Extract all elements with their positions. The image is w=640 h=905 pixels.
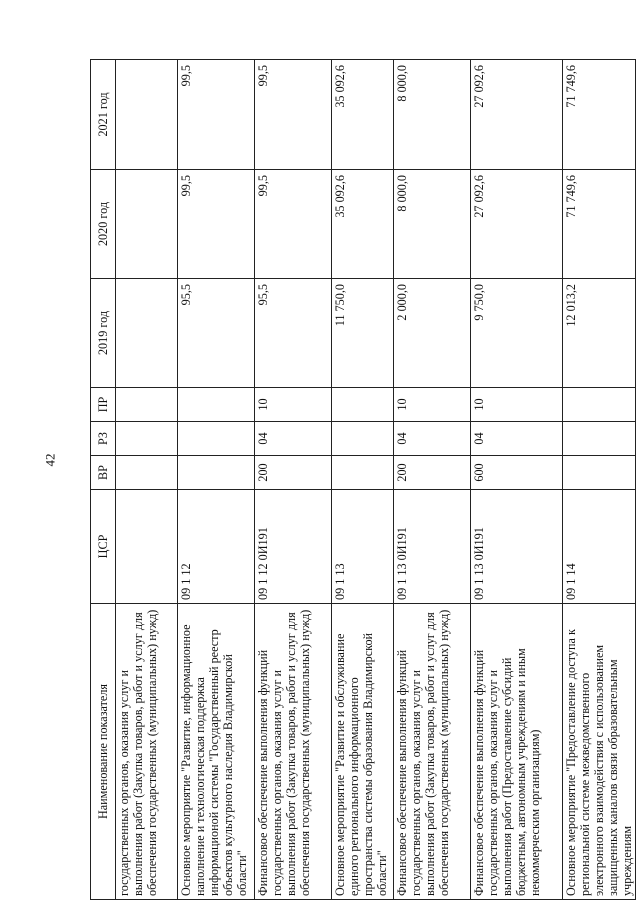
cell-2021: 99,5 bbox=[255, 60, 332, 170]
cell-name: Финансовое обеспечение выполнения функций государственных органов, оказания услуг и выполнения работ (Предоставление субсидий бюджетным, автономным учреждениям и иным некоммерческим организациям) bbox=[471, 604, 563, 900]
cell-2019: 9 750,0 bbox=[471, 279, 563, 388]
header-2021: 2021 год bbox=[91, 60, 116, 170]
table-row bbox=[255, 60, 332, 900]
cell-2019 bbox=[116, 279, 178, 388]
cell-2021 bbox=[116, 60, 178, 170]
cell-vr: 200 bbox=[394, 456, 471, 490]
cell-2020: 99,5 bbox=[178, 170, 255, 279]
page-number: 42 bbox=[42, 453, 58, 467]
table-row bbox=[332, 60, 394, 900]
cell-2019: 2 000,0 bbox=[394, 279, 471, 388]
cell-2021: 8 000,0 bbox=[394, 60, 471, 170]
cell-csr: 09 1 12 bbox=[178, 490, 255, 604]
rotated-table-container bbox=[90, 60, 634, 900]
cell-rz bbox=[178, 422, 255, 456]
cell-vr: 600 bbox=[471, 456, 563, 490]
cell-csr: 09 1 13 bbox=[332, 490, 394, 604]
cell-2020: 35 092,6 bbox=[332, 170, 394, 279]
table-row bbox=[471, 60, 563, 900]
cell-pr bbox=[116, 388, 178, 422]
table-row bbox=[178, 60, 255, 900]
cell-2021: 35 092,6 bbox=[332, 60, 394, 170]
cell-pr: 10 bbox=[255, 388, 332, 422]
cell-pr bbox=[563, 388, 636, 422]
cell-rz: 04 bbox=[255, 422, 332, 456]
cell-pr: 10 bbox=[471, 388, 563, 422]
cell-name: Финансовое обеспечение выполнения функций государственных органов, оказания услуг и выполнения работ (Закупка товаров, работ и услуг для обеспечения государственных (муниципальных) нужд) bbox=[255, 604, 332, 900]
cell-vr: 200 bbox=[255, 456, 332, 490]
table-row bbox=[563, 60, 636, 900]
header-csr: ЦСР bbox=[91, 490, 116, 604]
cell-name: государственных органов, оказания услуг и выполнения работ (Закупка товаров, работ и услуг для обеспечения государственных (муниципальных) нужд) bbox=[116, 604, 178, 900]
cell-2019: 95,5 bbox=[178, 279, 255, 388]
cell-2020: 27 092,6 bbox=[471, 170, 563, 279]
cell-2019: 95,5 bbox=[255, 279, 332, 388]
header-name: Наименование показателя bbox=[91, 604, 116, 900]
cell-2020: 71 749,6 bbox=[563, 170, 636, 279]
header-2019: 2019 год bbox=[91, 279, 116, 388]
cell-csr: 09 1 13 0И191 bbox=[394, 490, 471, 604]
cell-vr bbox=[332, 456, 394, 490]
cell-rz bbox=[116, 422, 178, 456]
cell-2020: 8 000,0 bbox=[394, 170, 471, 279]
budget-table bbox=[90, 59, 636, 900]
cell-name: Основное мероприятие "Предоставление доступа к региональной системе межведомственного электронного взаимодействия с использованием защищенных каналов связи образовательным учреждениям bbox=[563, 604, 636, 900]
cell-name: Основное мероприятие "Развитие и обслуживание единого регионального информационного пространства системы образования Владимирской области" bbox=[332, 604, 394, 900]
cell-pr: 10 bbox=[394, 388, 471, 422]
cell-csr bbox=[116, 490, 178, 604]
cell-rz bbox=[332, 422, 394, 456]
header-vr: ВР bbox=[91, 456, 116, 490]
header-row bbox=[91, 60, 116, 900]
cell-csr: 09 1 13 0И191 bbox=[471, 490, 563, 604]
cell-rz bbox=[563, 422, 636, 456]
table-row bbox=[394, 60, 471, 900]
header-rz: РЗ bbox=[91, 422, 116, 456]
cell-2019: 12 013,2 bbox=[563, 279, 636, 388]
cell-pr bbox=[178, 388, 255, 422]
cell-vr bbox=[178, 456, 255, 490]
cell-name: Основное мероприятие "Развитие, информационное наполнение и технологическая поддержка информационой системы "Государственный реестр объектов культурного наследия Владимирской области" bbox=[178, 604, 255, 900]
cell-vr bbox=[116, 456, 178, 490]
cell-name: Финансовое обеспечение выполнения функций государственных органов, оказания услуг и выполнения работ (Закупка товаров, работ и услуг для обеспечения государственных (муниципальных) нужд) bbox=[394, 604, 471, 900]
cell-2020 bbox=[116, 170, 178, 279]
cell-2021: 71 749,6 bbox=[563, 60, 636, 170]
cell-pr bbox=[332, 388, 394, 422]
table-row bbox=[116, 60, 178, 900]
cell-2021: 99,5 bbox=[178, 60, 255, 170]
cell-rz: 04 bbox=[394, 422, 471, 456]
cell-2019: 11 750,0 bbox=[332, 279, 394, 388]
header-pr: ПР bbox=[91, 388, 116, 422]
cell-vr bbox=[563, 456, 636, 490]
cell-csr: 09 1 14 bbox=[563, 490, 636, 604]
cell-rz: 04 bbox=[471, 422, 563, 456]
cell-csr: 09 1 12 0И191 bbox=[255, 490, 332, 604]
header-2020: 2020 год bbox=[91, 170, 116, 279]
cell-2021: 27 092,6 bbox=[471, 60, 563, 170]
cell-2020: 99,5 bbox=[255, 170, 332, 279]
